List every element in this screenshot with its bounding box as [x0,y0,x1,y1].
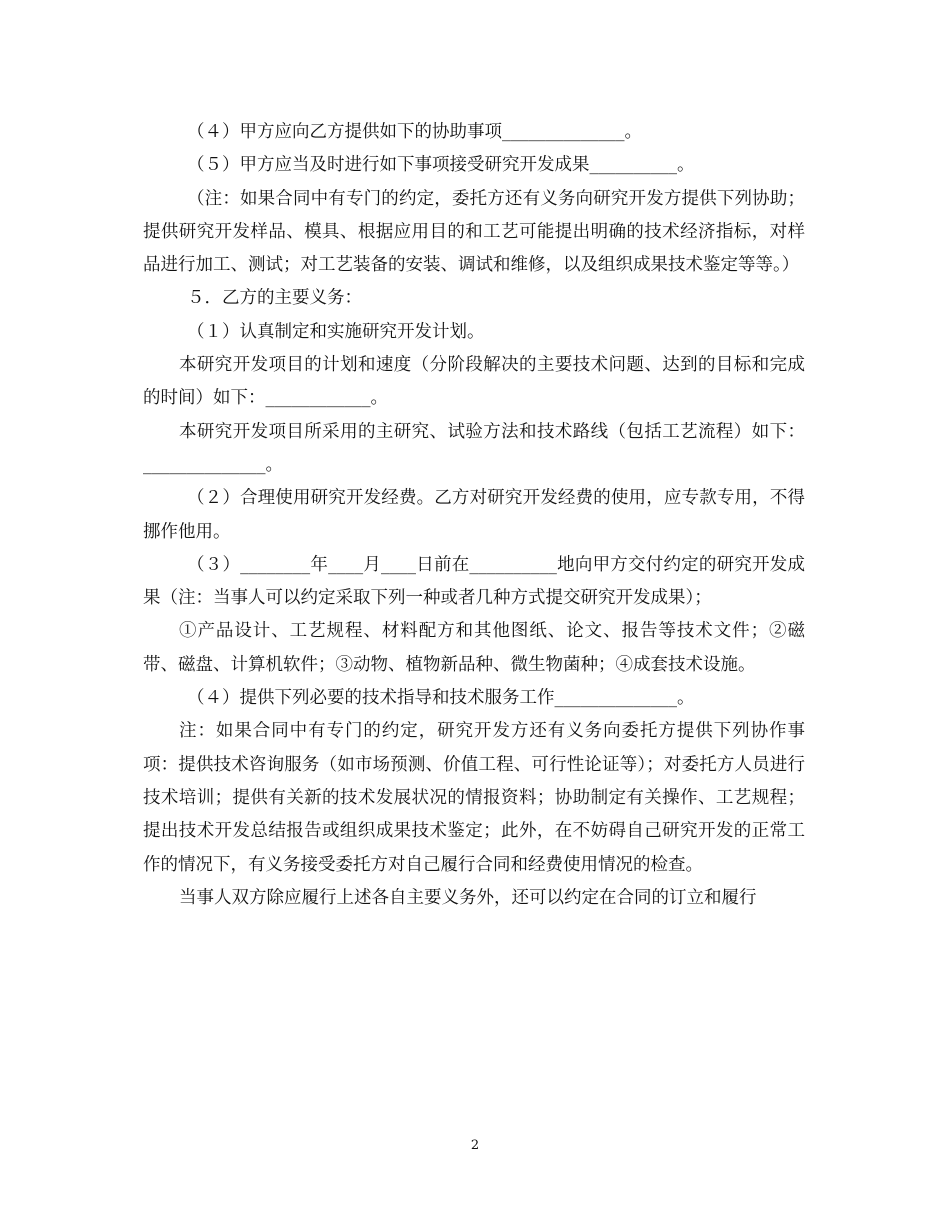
paragraph-mutual-obligations: 当事人双方除应履行上述各自主要义务外，还可以约定在合同的订立和履行 [179,887,757,908]
clause-4-party-a-assistance: （４）甲方应向乙方提供如下的协助事项______________。 [187,122,642,142]
page-number: 2 [470,1138,480,1153]
page-body [143,116,805,915]
paragraph-methods-route: 本研究开发项目所采用的主研究、试验方法和技术路线（包括工艺流程）如下：______________。 [143,421,805,475]
clause-1-research-plan: （１）认真制定和实施研究开发计划。 [187,321,485,342]
note-client-obligations: （注：如果合同中有专门的约定，委托方还有义务向研究开发方提供下列协助；提供研究开发样品、模具、根据应用目的和工艺可能提出明确的技术经济指标，对样品进行加工、测试；对工艺装备的安装、调试和维修，以及组织成果技术鉴定等等。） [143,188,805,276]
clause-2-funding-use: （２）合理使用研究开发经费。乙方对研究开发经费的使用，应专款专用，不得挪作他用。 [143,488,805,542]
note-developer-obligations: 注：如果合同中有专门的约定，研究开发方还有义务向委托方提供下列协作事项：提供技术咨询服务（如市场预测、价值工程、可行性论证等）；对委托方人员进行技术培训；提供有关新的技术发展状况的情报资料；协助制定有关操作、工艺规程；提出技术开发总结报告或组织成果技术鉴定；此外，在不妨碍自己研究开发的正常工作的情况下，有义务接受委托方对自己履行合同和经费使用情况的检查。 [143,721,805,875]
clause-3-delivery: （３）________年____月____日前在__________地向甲方交付约定的研究开发成果（注：当事人可以约定采取下列一种或者几种方式提交研究开发成果）； [143,554,805,609]
paragraph-plan-schedule: 本研究开发项目的计划和速度（分阶段解决的主要技术问题、达到的目标和完成的时间）如下：____________。 [143,355,805,409]
clause-5-party-a-acceptance: （５）甲方应当及时进行如下事项接受研究开发成果__________。 [187,155,695,176]
clause-4-technical-guidance: （４）提供下列必要的技术指导和技术服务工作______________。 [187,688,695,709]
paragraph-delivery-forms: ①产品设计、工艺规程、材料配方和其他图纸、论文、报告等技术文件；②磁带、磁盘、计算机软件；③动物、植物新品种、微生物菌种；④成套技术设施。 [143,621,805,675]
section-5-heading: ５．乙方的主要义务： [187,288,362,309]
